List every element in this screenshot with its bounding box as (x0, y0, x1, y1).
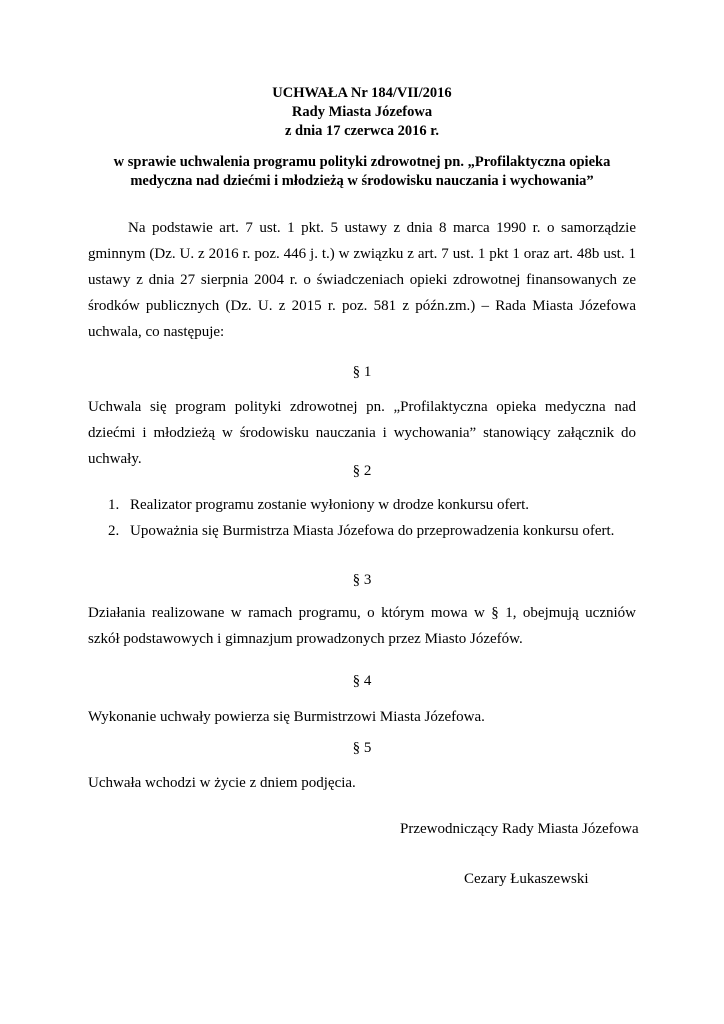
list-item-text: Realizator programu zostanie wyłoniony w drodze konkursu ofert. (130, 497, 530, 513)
section-5-text: Uchwała wchodzi w życie z dniem podjęcia. (88, 775, 356, 791)
list-item (108, 518, 648, 544)
resolution-title: UCHWAŁA Nr 184/VII/2016 (272, 85, 452, 101)
subject-line-1: w sprawie uchwalenia programu polityki zdrowotnej pn. „Profilaktyczna opieka (113, 154, 611, 170)
signatory-name: Cezary Łukaszewski (464, 871, 589, 887)
resolution-date: z dnia 17 czerwca 2016 r. (284, 123, 440, 139)
section-1-text: Uchwala się program polityki zdrowotnej pn. „Profilaktyczna opieka medyczna nad dziećmi i młodzieżą w środowisku nauczania i wychowania” stanowiący załącznik do uchwały. (88, 399, 636, 467)
preamble-paragraph: Na podstawie art. 7 ust. 1 pkt. 5 ustawy z dnia 8 marca 1990 r. o samorządzie gminnym (Dz. U. z 2016 r. poz. 446 j. t.) w związku z art. 7 ust. 1 pkt 1 oraz art. 48b ust. 1 ustawy z dnia 27 sierpnia 2004 r. o świadczeniach opieki zdrowotnej finansowanych ze środków publicznych (Dz. U. z 2015 r. poz. 581 z późn.zm.) – Rada Miasta Józefowa uchwala, co następuje: (88, 220, 636, 340)
chairman-title: Przewodniczący Rady Miasta Józefowa (400, 821, 639, 837)
section-1-heading: § 1 (352, 364, 372, 380)
section-5-heading: § 5 (352, 740, 372, 756)
section-2-list (108, 492, 648, 544)
section-3-text: Działania realizowane w ramach programu, o którym mowa w § 1, obejmują uczniów szkół podstawowych i gimnazjum prowadzonych przez Miasto Józefów. (88, 605, 636, 647)
list-item-number: 1. (108, 497, 120, 513)
list-item-number: 2. (108, 523, 120, 539)
subject-line-2: medyczna nad dziećmi i młodzieżą w środowisku nauczania i wychowania” (130, 173, 594, 189)
resolution-header (0, 84, 724, 141)
list-item-text: Upoważnia się Burmistrza Miasta Józefowa do przeprowadzenia konkursu ofert. (130, 523, 615, 539)
list-item (108, 492, 648, 518)
section-4-text: Wykonanie uchwały powierza się Burmistrzowi Miasta Józefowa. (88, 709, 485, 725)
council-name: Rady Miasta Józefowa (291, 104, 433, 120)
section-4-heading: § 4 (352, 673, 372, 689)
section-2-heading: § 2 (352, 463, 372, 479)
section-3-heading: § 3 (352, 572, 372, 588)
resolution-subject (90, 153, 634, 191)
